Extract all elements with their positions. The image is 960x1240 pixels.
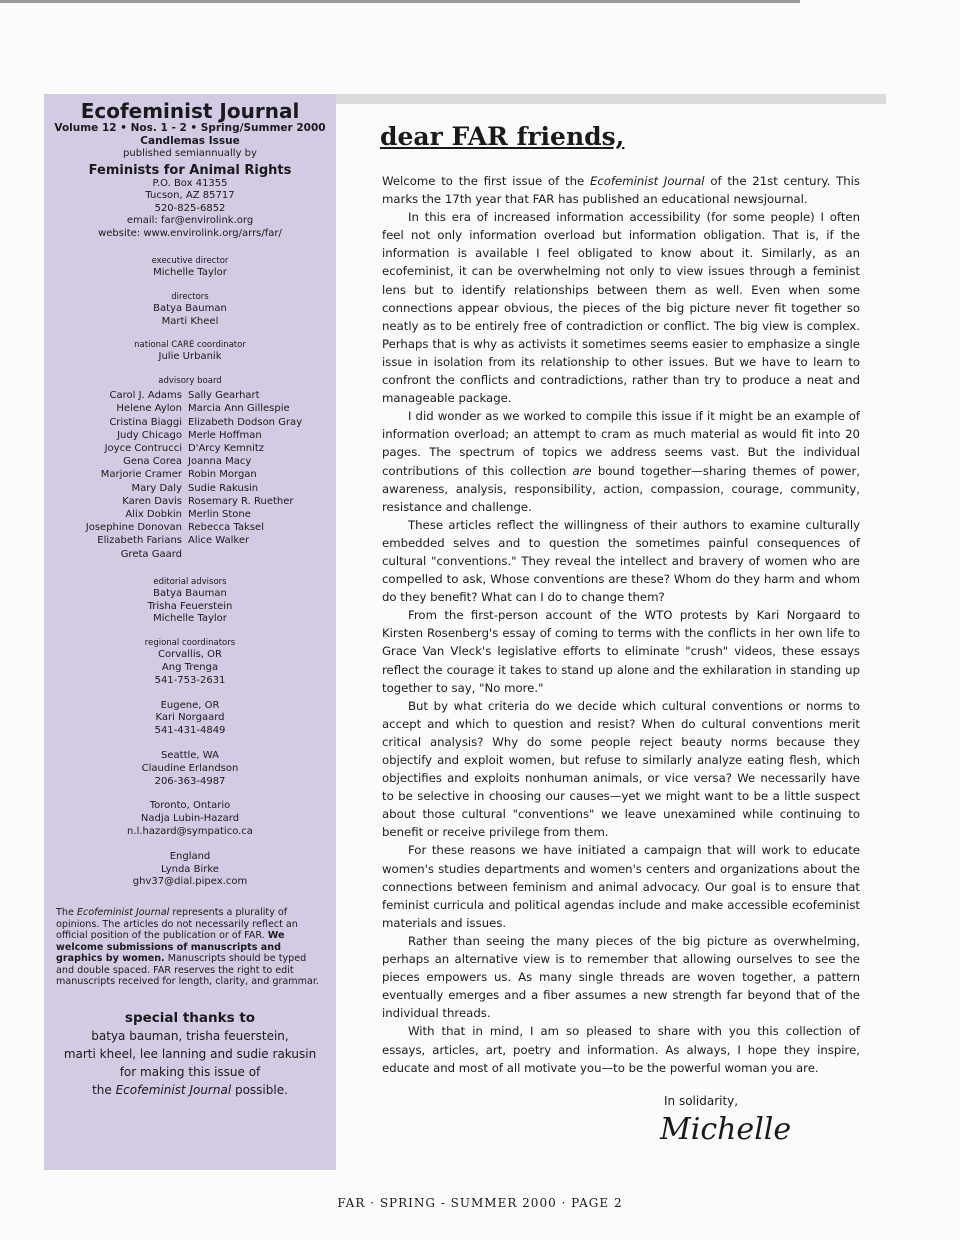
issue-line: Volume 12 • Nos. 1 - 2 • Spring/Summer 2000 <box>54 122 326 134</box>
advisor-name: Elizabeth Dodson Gray <box>188 416 303 428</box>
issue-name: Candlemas Issue <box>140 135 240 147</box>
advisor-name: Joanna Macy <box>188 456 252 468</box>
advisor-name: Marjorie Cramer <box>100 469 182 481</box>
letter-paragraph: Rather than seeing the many pieces of the big picture as overwhelming, perhaps an alternative view is to remember that allowing ourselves to see the pieces empowers us. As many single threads are woven together, a pattern eventually emerges and a fiber assumes a new strength far beyond that of the individual threads. <box>382 933 860 1021</box>
advisor-name: Joyce Contrucci <box>104 443 182 454</box>
advisor-name: Merle Hoffman <box>188 429 262 441</box>
regional-heading: regional coordinators <box>144 638 236 649</box>
disclaimer <box>52 907 328 988</box>
letter-paragraph: With that in mind, I am so pleased to share with you this collection of essays, articles, art, poetry and information. As always, I hope they inspire, educate and most of all motivate you—to be the powerful woman you are. <box>382 1024 860 1075</box>
thanks-title: special thanks to <box>124 1009 256 1026</box>
letter-paragraph <box>382 407 860 516</box>
advisor-name: Sudie Rakusin <box>188 482 259 494</box>
advisor-name: Alix Dobkin <box>125 509 182 521</box>
advisor-name: D'Arcy Kemnitz <box>188 443 265 454</box>
advisor-name: Rosemary R. Ruether <box>188 495 294 507</box>
thanks-line: marti kheel, lee lanning and sudie rakusin <box>63 1046 317 1061</box>
advisor-name: Judy Chicago <box>117 429 182 441</box>
advisor-name: Merlin Stone <box>188 509 251 521</box>
advisor-name: Helene Aylon <box>116 403 182 415</box>
advisor-name: Robin Morgan <box>188 469 257 481</box>
address-line-1: P.O. Box 41355 <box>152 177 228 189</box>
regional-block <box>52 851 328 889</box>
top-rule <box>0 0 800 3</box>
director-name: Batya Bauman <box>153 302 227 314</box>
editorial-heading: editorial advisors <box>153 576 227 587</box>
regional-block <box>52 700 328 738</box>
letter-paragraph <box>382 172 860 208</box>
letter-heading: dear FAR friends, <box>380 122 625 151</box>
disclaimer-text: represents a plurality of opinions. The articles do not necessarily reflect an official position of the publication or of FAR. <box>56 907 298 942</box>
address-line-2: Tucson, AZ 85717 <box>145 190 235 201</box>
advisory-right-column <box>188 389 318 561</box>
region-detail: 206-363-4987 <box>154 775 226 787</box>
advisor-name: Cristina Biaggi <box>109 416 182 428</box>
region-contact: Nadja Lubin-Hazard <box>140 813 240 825</box>
disclaimer-submissions: We welcome submissions of manuscripts and graphics by women. <box>56 930 285 965</box>
signature: Michelle <box>660 1112 792 1147</box>
letter-text: of the 21st century. This marks the 17th year that FAR has published an educational newsjournal. <box>382 174 860 207</box>
exec-name: Michelle Taylor <box>153 267 227 278</box>
editorial-name: Michelle Taylor <box>153 613 227 625</box>
region-place: Corvallis, OR <box>158 649 222 661</box>
region-contact: Claudine Erlandson <box>141 762 239 774</box>
letter-text: I did wonder as we worked to compile this issue if it might be an example of information overload; an attempt to cram as much material as would fit into 20 pages. The spectrum of topics we address seems vast. But the individual contributions of this collection <box>382 409 860 478</box>
region-place: Toronto, Ontario <box>149 800 231 812</box>
advisor-name: Marcia Ann Gillespie <box>188 403 290 415</box>
journal-title: Ecofeminist Journal <box>80 99 300 123</box>
advisor-name: Greta Gaard <box>120 548 182 560</box>
disclaimer-journal: Ecofeminist Journal <box>76 907 170 919</box>
letter-paragraph: In this era of increased information accessibility (for some people) I often feel not only information overload but information obligation. That is, if the information is available I feel obligated to know about it. Similarly, as an ecofeminist, it can be overwhelming not only to view issues through a feminist lens but to identify relationships between them as well. Even when some connections appear obvious, the pieces of the big picture never fit together so neatly as to be entirely free of contradiction or conflict. The big view is complex. Perhaps that is why as activists it sometimes seems easier to emphasize a single issue in isolation from its relationship to other issues. But we have to learn to confront the conflicts and contradictions, rather than try to produce a neat and manageable package. <box>382 210 860 406</box>
letter-emphasis: are <box>572 463 592 478</box>
disclaimer-text: The <box>56 907 77 919</box>
regional-block <box>52 750 328 788</box>
letter-paragraph: From the first-person account of the WTO protests by Kari Norgaard to Kirsten Rosenberg's essay of coming to terms with the conflicts in her own life to Grace Van Vleck's legislative efforts to eliminate "crush" videos, these essays reflect the courage it takes to stand up alone and the exhilaration in standing up together to say, "No more." <box>382 608 860 695</box>
email: email: far@envirolink.org <box>126 215 254 226</box>
published-by: published semiannually by <box>123 148 257 159</box>
advisor-name: Mary Daly <box>131 482 182 494</box>
closing: In solidarity, <box>664 1094 739 1108</box>
regional-block <box>52 800 328 838</box>
thanks-journal: Ecofeminist Journal <box>115 1082 232 1097</box>
header-bar <box>336 94 886 104</box>
region-contact: Kari Norgaard <box>155 712 225 724</box>
letter-journal: Ecofeminist Journal <box>589 174 705 188</box>
region-detail: n.l.hazard@sympatico.ca <box>127 825 253 837</box>
care-name: Julie Urbanik <box>158 351 222 363</box>
directors-heading: directors <box>171 291 209 302</box>
advisory-board <box>52 389 328 561</box>
director-name: Marti Kheel <box>161 315 219 327</box>
website: website: www.envirolink.org/arrs/far/ <box>98 227 282 239</box>
advisor-name: Elizabeth Farians <box>97 535 182 547</box>
editorial-name: Trisha Feuerstein <box>147 600 233 612</box>
thanks-line: for making this issue of <box>119 1064 261 1079</box>
region-detail: ghv37@dial.pipex.com <box>132 876 248 888</box>
region-place: Seattle, WA <box>161 750 219 761</box>
region-detail: 541-753-2631 <box>154 674 226 686</box>
thanks-line: batya bauman, trisha feuerstein, <box>91 1028 289 1043</box>
advisor-name: Josephine Donovan <box>85 522 182 534</box>
region-contact: Ang Trenga <box>161 662 219 674</box>
disclaimer-text: Manuscripts should be typed and double spaced. FAR reserves the right to edit manuscripts received for length, clarity, and grammar. <box>56 953 319 988</box>
region-place: England <box>169 850 211 862</box>
letter-paragraph: These articles reflect the willingness of their authors to examine culturally embedded selves and to question the sometimes painful consequences of cultural "conventions." They reveal the intellect and bravery of women who are compelled to ask, Whose conventions are these? Whom do they harm and whom do they benefit? What can I do to change them? <box>382 517 860 605</box>
letter-body <box>382 172 860 1077</box>
advisor-name: Sally Gearhart <box>188 390 260 402</box>
advisor-name: Carol J. Adams <box>109 390 182 402</box>
letter-paragraph: But by what criteria do we decide which cultural conventions or norms to accept and which to question and resist? When do cultural conventions merit critical analysis? Why do some people reject beauty norms because they objectify and exploit women, but refuse to similarly analyze eating flesh, which objectifies and exploits nonhuman animals, or vice versa? We necessarily have to be selective in choosing our causes—yet we might want to be a little suspect about those cultural "conventions" we leave unexamined while continuing to benefit or receive privilege from them. <box>382 698 860 840</box>
thanks-line <box>52 1081 328 1099</box>
letter-paragraph: For these reasons we have initiated a campaign that will work to educate women's studies departments and women's centers and organizations about the connections between feminism and animal advocacy. Our goal is to ensure that feminist curricula and political agendas include and make accessible ecofeminist materials and issues. <box>382 843 860 930</box>
editorial-name: Batya Bauman <box>153 587 227 599</box>
advisory-left-column <box>52 389 182 561</box>
exec-heading: executive director <box>151 256 229 266</box>
advisory-heading: advisory board <box>158 376 222 387</box>
thanks-text: the <box>92 1082 116 1097</box>
care-heading: national CARE coordinator <box>134 340 246 351</box>
page-footer: FAR · SPRING - SUMMER 2000 · PAGE 2 <box>337 1196 623 1210</box>
regional-block <box>52 649 328 687</box>
advisor-name: Karen Davis <box>122 495 182 507</box>
letter-text: bound together—sharing themes of power, awareness, analysis, responsibility, action, compassion, courage, community, resistance and challenge. <box>382 463 860 514</box>
advisor-name: Gena Corea <box>123 456 182 468</box>
masthead-sidebar <box>44 94 336 1170</box>
advisor-name: Rebecca Taksel <box>188 522 264 534</box>
region-contact: Lynda Birke <box>161 863 219 875</box>
region-place: Eugene, OR <box>160 699 220 711</box>
advisor-name: Alice Walker <box>188 535 250 547</box>
region-detail: 541-431-4849 <box>154 725 226 737</box>
letter-text: Welcome to the first issue of the <box>382 174 590 188</box>
org-name: Feminists for Animal Rights <box>88 162 292 178</box>
phone: 520-825-6852 <box>154 202 226 214</box>
thanks-text: possible. <box>231 1082 288 1097</box>
